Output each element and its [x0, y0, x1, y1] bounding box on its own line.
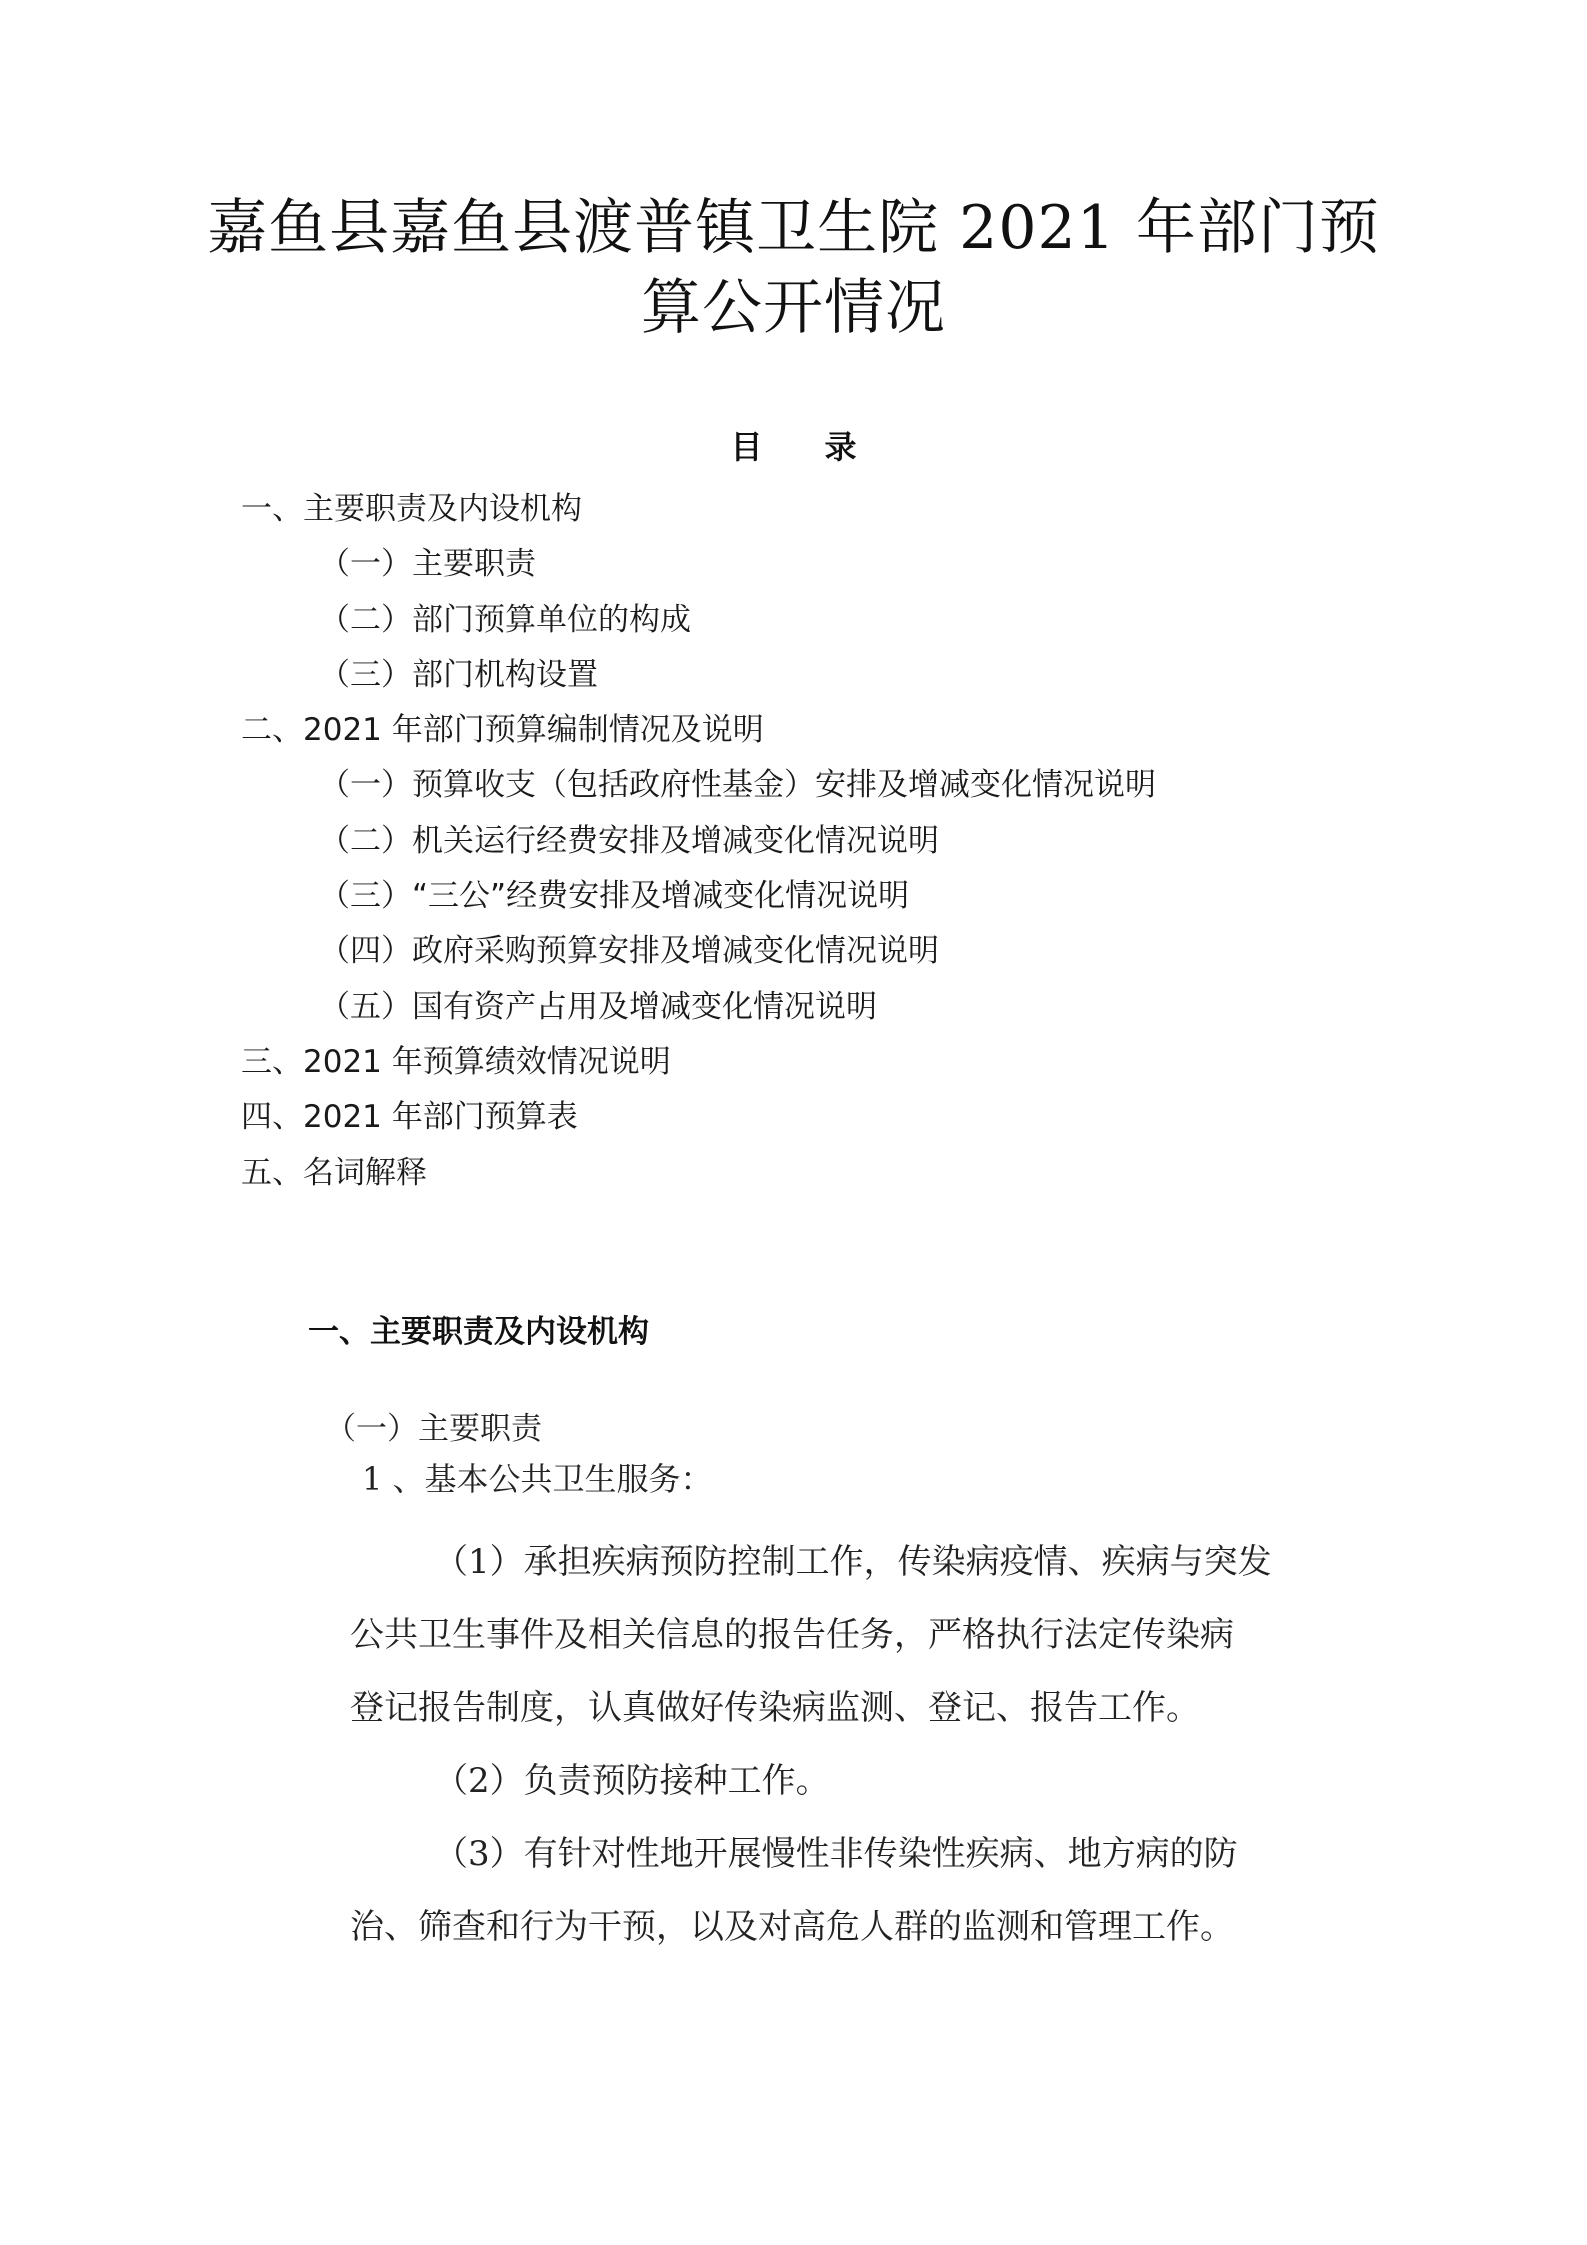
body-line: 登记报告制度，认真做好传染病监测、登记、报告工作。 [350, 1688, 1200, 1728]
toc-heading-char: 目 [730, 428, 763, 466]
toc-item: 二、2021 年部门预算编制情况及说明 [241, 712, 764, 749]
body-line: （3）有针对性地开展慢性非传染性疾病、地方病的防 [434, 1834, 1238, 1874]
toc-heading-char: 录 [824, 428, 857, 466]
toc-item: 五、名词解释 [241, 1154, 427, 1191]
toc-item: （二）部门预算单位的构成 [319, 601, 691, 638]
toc-item: （二）机关运行经费安排及增减变化情况说明 [319, 822, 939, 859]
section-heading: 一、主要职责及内设机构 [308, 1314, 649, 1350]
toc-item: 四、2021 年部门预算表 [241, 1099, 578, 1136]
body-text [350, 1526, 1350, 1964]
item-label: 1 、基本公共卫生服务： [362, 1460, 713, 1498]
toc-item: 三、2021 年预算绩效情况说明 [241, 1043, 671, 1080]
body-line: 公共卫生事件及相关信息的报告任务，严格执行法定传染病 [350, 1615, 1234, 1655]
document-title-line: 算公开情况 [641, 273, 946, 343]
toc-item: 一、主要职责及内设机构 [241, 491, 582, 527]
toc-item: （一）预算收支（包括政府性基金）安排及增减变化情况说明 [319, 767, 1156, 804]
toc-item: （三）“三公”经费安排及增减变化情况说明 [319, 878, 910, 915]
toc-item: （一）主要职责 [319, 546, 536, 583]
body-line: 治、筛查和行为干预，以及对高危人群的监测和管理工作。 [350, 1907, 1234, 1947]
subsection-heading: （一）主要职责 [325, 1411, 542, 1447]
toc-item: （三）部门机构设置 [319, 656, 598, 693]
document-title-line: 嘉鱼县嘉鱼县渡普镇卫生院 2021 年部门预 [207, 193, 1380, 263]
document-title [200, 188, 1387, 348]
toc-item: （五）国有资产占用及增减变化情况说明 [319, 988, 877, 1025]
toc-heading [0, 425, 1587, 469]
toc-item: （四）政府采购预算安排及增减变化情况说明 [319, 933, 939, 970]
body-line: （1）承担疾病预防控制工作，传染病疫情、疾病与突发 [434, 1542, 1272, 1582]
body-line: （2）负责预防接种工作。 [434, 1761, 830, 1801]
table-of-contents [241, 482, 1391, 1201]
